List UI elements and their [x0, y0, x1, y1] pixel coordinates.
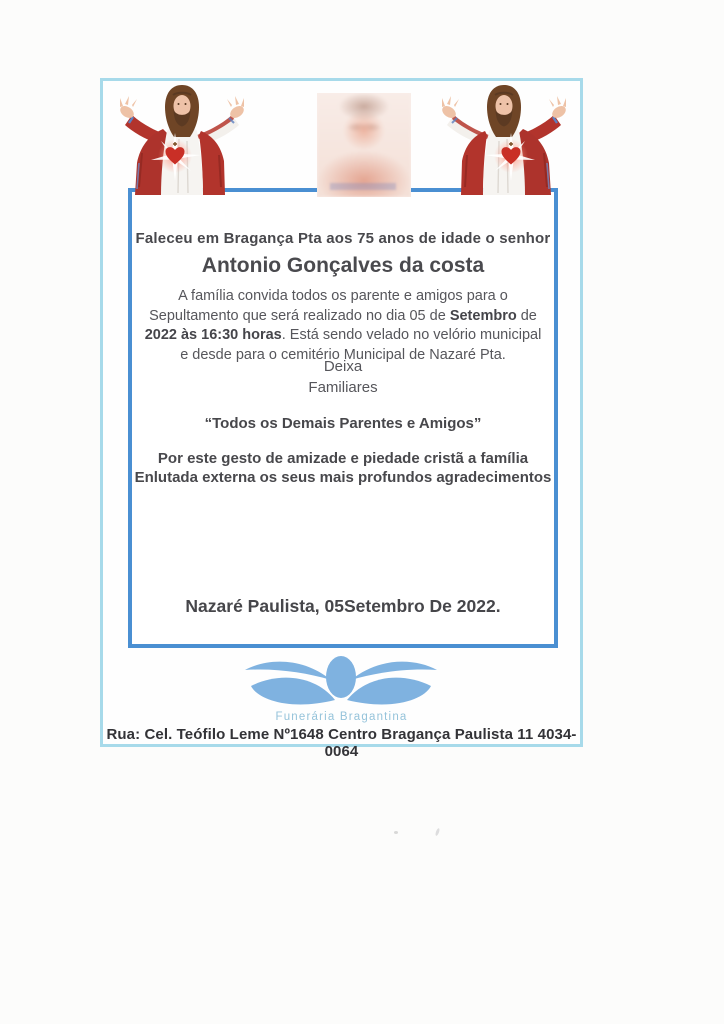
relatives-quote: “Todos os Demais Parentes e Amigos” — [204, 415, 482, 432]
photo-watermark-smudge — [330, 183, 396, 190]
gratitude-text: Por este gesto de amizade e piedade cristã a família Enlutada externa os seus mais profundos agradecimentos — [134, 450, 552, 486]
body-line-2: Sepultamento que será realizado no dia 05 de Setembro de — [149, 307, 537, 324]
funeral-home-name: Funerária Bragantina — [275, 711, 408, 723]
memorial-card-frame — [100, 78, 583, 760]
jesus-sacred-heart-icon — [109, 83, 255, 195]
deceased-photo-image — [317, 93, 411, 197]
family-label: Familiares — [308, 379, 378, 396]
body-line-1: A família convida todos os parente e amigos para o — [178, 288, 508, 304]
body-line-4: e desde para o cemitério Municipal de Nazaré Pta. — [180, 346, 506, 363]
announcement-body — [132, 287, 554, 365]
jesus-sacred-heart-icon-mirrored — [431, 83, 577, 195]
body-line-3: 2022 às 16:30 horas. Está sendo velado no velório municipal — [144, 327, 542, 343]
funeral-home-address: Rua: Cel. Teófilo Leme Nº1648 Centro Bragança Paulista 11 4034-0064 — [106, 726, 577, 760]
funeral-home-lotus-logo — [241, 653, 441, 711]
announcement-box — [128, 188, 558, 648]
scan-artifact-speck — [435, 828, 441, 837]
place-dateline: Nazaré Paulista, 05Setembro De 2022. — [185, 596, 501, 616]
deceased-name: Antonio Gonçalves da costa — [201, 254, 485, 277]
announcement-intro: Faleceu em Bragança Pta aos 75 anos de idade o senhor — [135, 230, 551, 247]
scan-artifact-speck — [394, 831, 398, 834]
deceased-photo — [317, 93, 411, 197]
leaves-label: Deixa — [323, 358, 363, 375]
